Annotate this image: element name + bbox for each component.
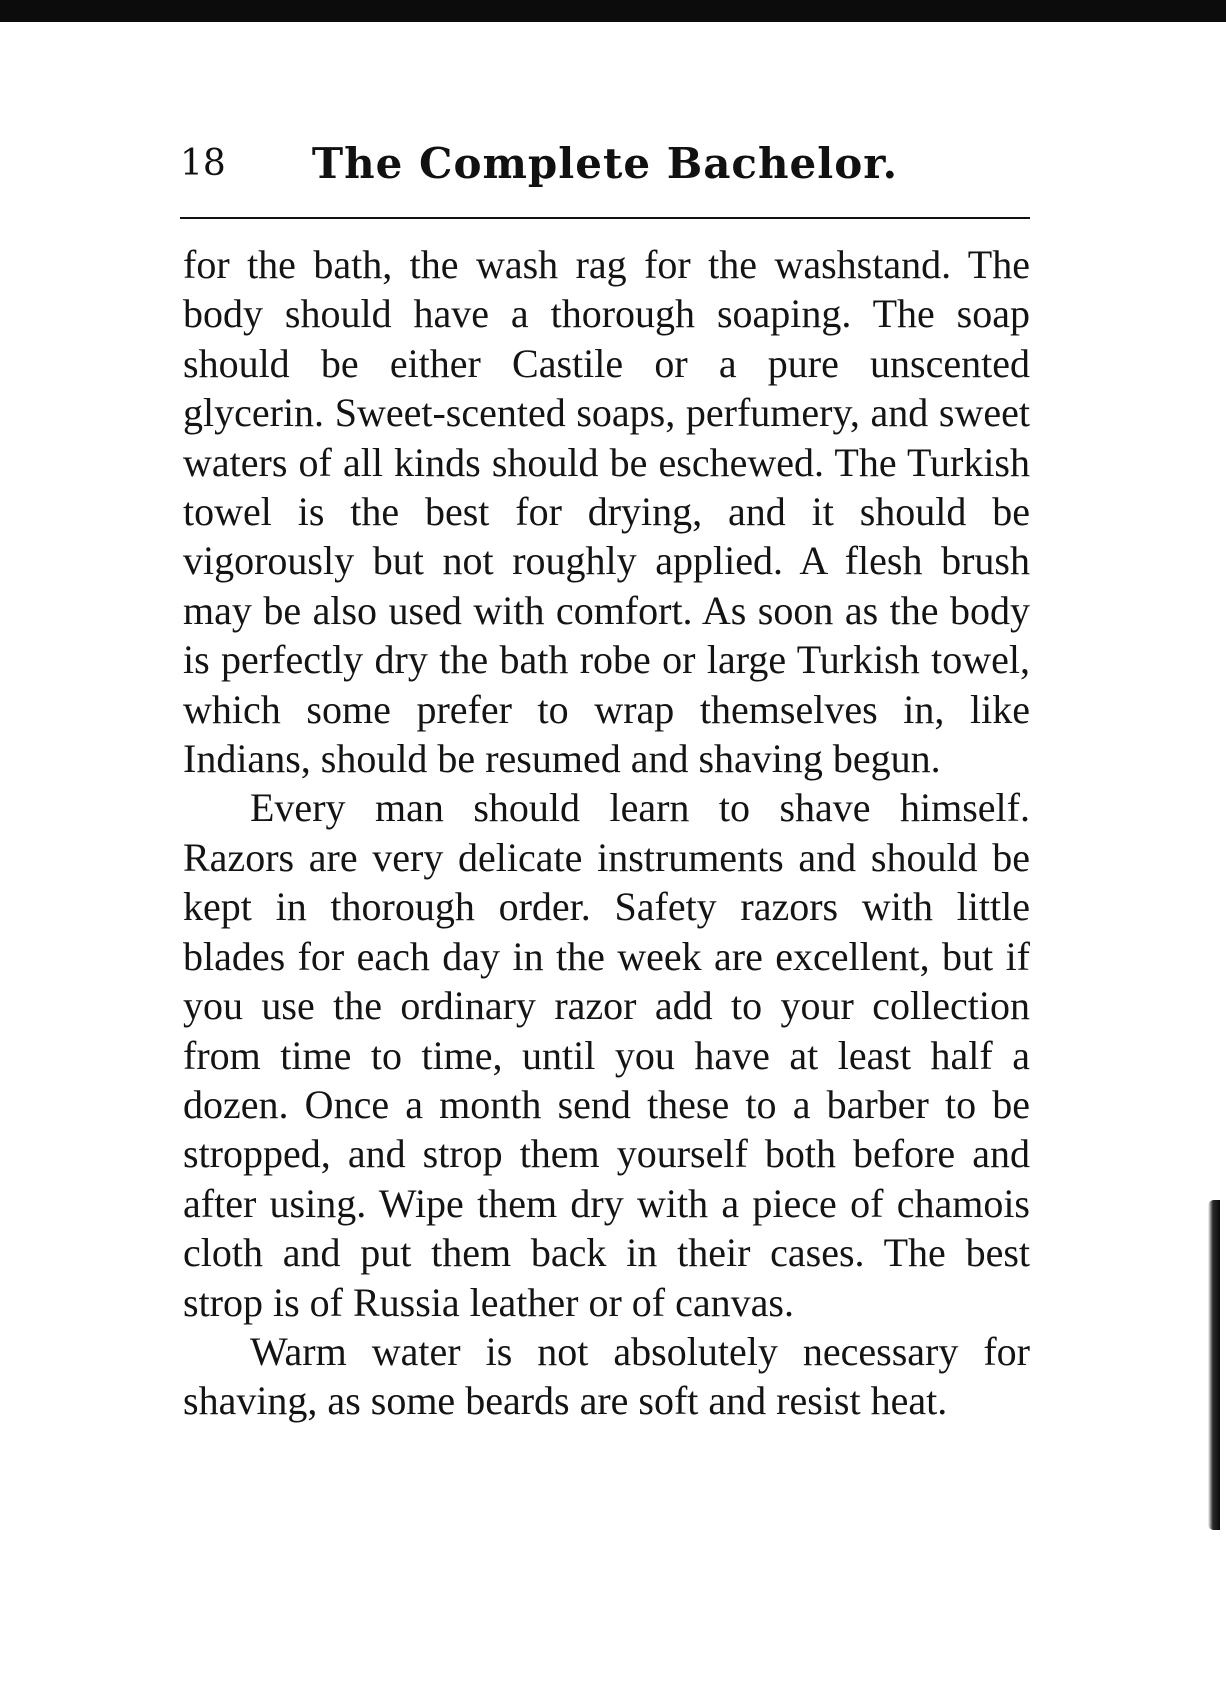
- page-header: [180, 139, 1030, 203]
- body-text: [183, 240, 1030, 1426]
- paragraph-shaving: Every man should learn to shave himself. Razors are very delicate instruments and should be kept in thorough order. Safety razors with little blades for each day in the week are excellent, but if you use the ordinary razor add to your collection from time to time, until you have at least half a dozen. Once a month send these to a barber to be stropped, and strop them yourself both before and after using. Wipe them dry with a piece of chamois cloth and put them back in their cases. The best strop is of Russia leather or of canvas.: [183, 785, 1030, 1325]
- paragraph-continued: for the bath, the wash rag for the washstand. The body should have a thorough soaping. The soap should be either Castile or a pure unscented glycerin. Sweet-scented soaps, perfumery, and sweet waters of all kinds should be eschewed. The Turkish towel is the best for drying, and it should be vigorously but not roughly applied. A flesh brush may be also used with comfort. As soon as the body is perfectly dry the bath robe or large Turkish towel, which some prefer to wrap themselves in, like Indians, should be resumed and shaving begun.: [183, 242, 1030, 782]
- scan-top-border: [0, 0, 1226, 22]
- header-rule: [180, 217, 1030, 219]
- page-number: 18: [180, 143, 226, 184]
- scan-edge-shadow: [1208, 1200, 1220, 1530]
- running-title: The Complete Bachelor.: [311, 139, 899, 188]
- paragraph-warm-water: Warm water is not absolutely necessary for shaving, as some beards are soft and resist heat.: [183, 1328, 1030, 1424]
